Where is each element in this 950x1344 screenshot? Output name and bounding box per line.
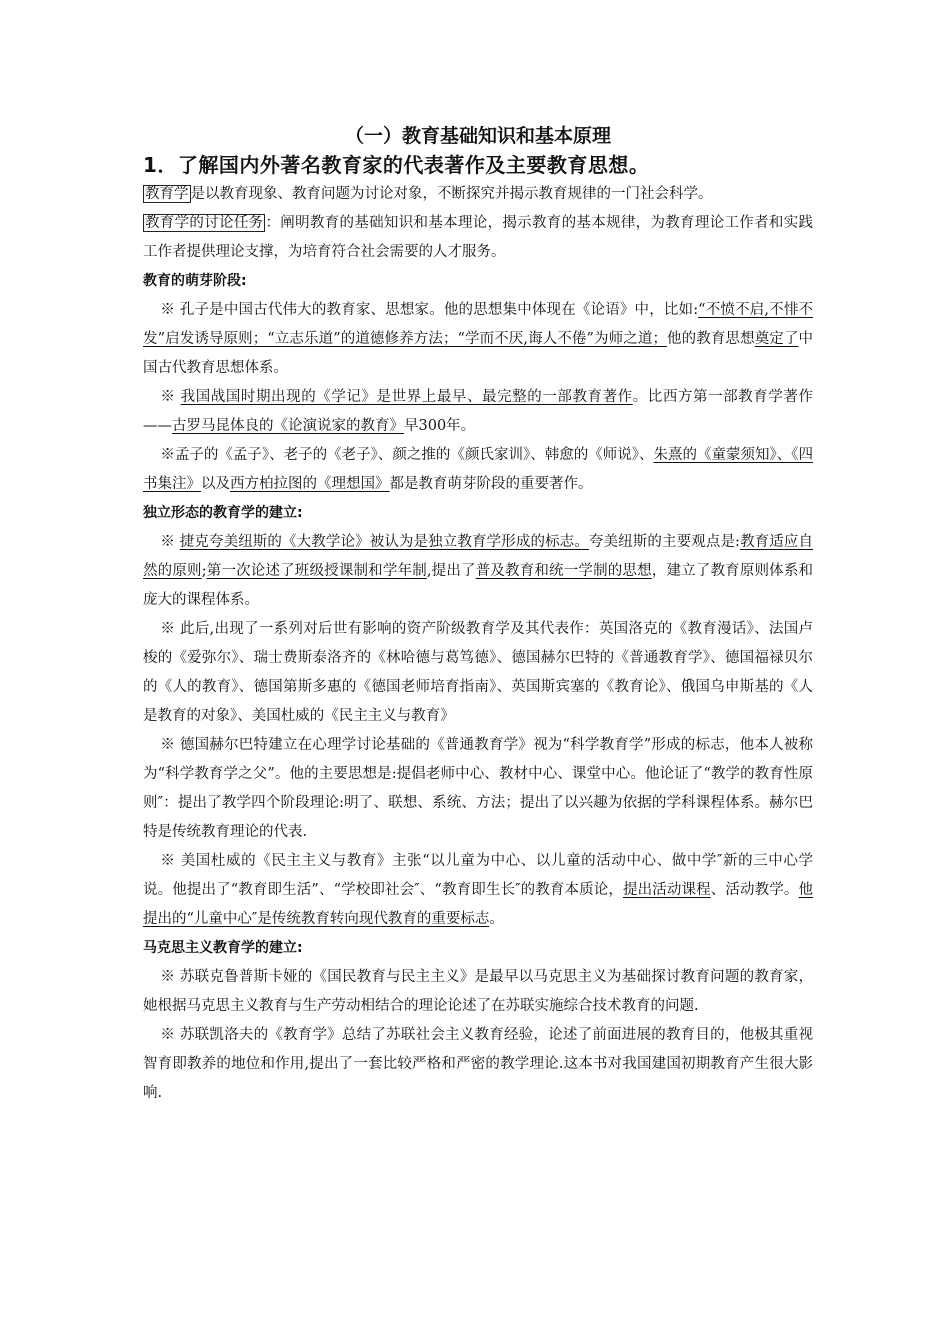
paragraph-confucius: ※ 孔子是中国古代伟大的教育家、思想家。他的思想集中体现在《论语》中，比如:“不愤不启,不悱不发”启发诱导原则；“立志乐道”的道德修养方法；“学而不厌,诲人不倦”为师之道；他的教育思想奠定了中国古代教育思想体系。 (143, 302, 814, 376)
paragraph-dewey: ※ 美国杜威的《民主主义与教育》主张“以儿童为中心、以儿童的活动中心、做中学″新的三中心学说。他提出了“教育即生活”、“学校即社会″、“教育即生长″的教育本质论，提出活动课程、活动教学。他提出的“儿童中心″是传统教育转向现代教育的重要标志。 (143, 853, 814, 927)
paragraph-bourgeois-works: ※ 此后,出现了一系列对后世有影响的资产阶级教育学及其代表作：英国洛克的《教育漫话》、法国卢梭的《爱弥尔》、瑞士费斯泰洛齐的《林哈德与葛笃德》、德国赫尔巴特的《普通教育学》、德国福禄贝尔的《人的教育》、德国第斯多惠的《德国老师培育指南》、英国斯宾塞的《教育论》、俄国乌申斯基的《人是教育的对象》、美国杜威的《民主主义与教育》 (143, 621, 813, 724)
subheading-independent: 独立形态的教育学的建立: (143, 505, 303, 521)
paragraph-xueji: ※ 我国战国时期出现的《学记》是世界上最早、最完整的一部教育著作。比西方第一部教育学著作——古罗马昆体良的《论演说家的教育》早300年。 (143, 389, 814, 434)
paragraph-herbart: ※ 德国赫尔巴特建立在心理学讨论基础的《普通教育学》视为“科学教育学”形成的标志，他本人被称为“科学教育学之父”。他的主要思想是:提倡老师中心、教材中心、课堂中心。他论证了“教学的教育性原则″：提出了教学四个阶段理论:明了、联想、系统、方法；提出了以兴趣为依据的学科课程体系。赫尔巴特是传统教育理论的代表. (143, 737, 813, 840)
paragraph-krupskaya: ※ 苏联克鲁普斯卡娅的《国民教育与民主主义》是最早以马克思主义为基础探讨教育问题的教育家，她根据马克思主义教育与生产劳动相结合的理论论述了在苏联实施综合技术教育的问题. (143, 969, 813, 1014)
paragraph-comenius: ※ 捷克夸美纽斯的《大教学论》被认为是独立教育学形成的标志。夸美纽斯的主要观点是:教育适应自然的原则;第一次论述了班级授课制和学年制,提出了普及教育和统一学制的思想，建立了教育原则体系和庞大的课程体系。 (143, 534, 814, 608)
paragraph-classics: ※孟子的《孟子》、老子的《老子》、颜之推的《颜氏家训》、韩愈的《师说》、朱熹的《童蒙须知》、《四书集注》以及西方柏拉图的《理想国》都是教育萌芽阶段的重要著作。 (143, 447, 814, 492)
definition-education: 教育学 是以教育现象、教育问题为讨论对象，不断探究并揭示教育规律的一门社会科学。 (145, 186, 713, 202)
paragraph-kairov: ※ 苏联凯洛夫的《教育学》总结了苏联社会主义教育经验，论述了前面进展的教育目的，他极其重视智育即教养的地位和作用,提出了一套比较严格和严密的教学理论.这本书对我国建国初期教育产生很大影响. (143, 1027, 813, 1101)
subheading-marxist: 马克思主义教育学的建立: (143, 940, 303, 956)
boxed-term: 教育学的讨论任务 (145, 215, 264, 231)
boxed-term: 教育学 (145, 186, 189, 202)
subheading-sprout-stage: 教育的萌芽阶段: (143, 273, 247, 289)
document-page (143, 122, 813, 1108)
section-heading: 1．了解国内外著名教育家的代表著作及主要教育思想。 (143, 153, 650, 177)
document-title: （一）教育基础知识和基本原理 (344, 125, 611, 147)
definition-task: 教育学的讨论任务 ：阐明教育的基础知识和基本理论，揭示教育的基本规律，为教育理论工作者和实践工作者提供理论支撑，为培育符合社会需要的人才服务。 (143, 215, 814, 260)
